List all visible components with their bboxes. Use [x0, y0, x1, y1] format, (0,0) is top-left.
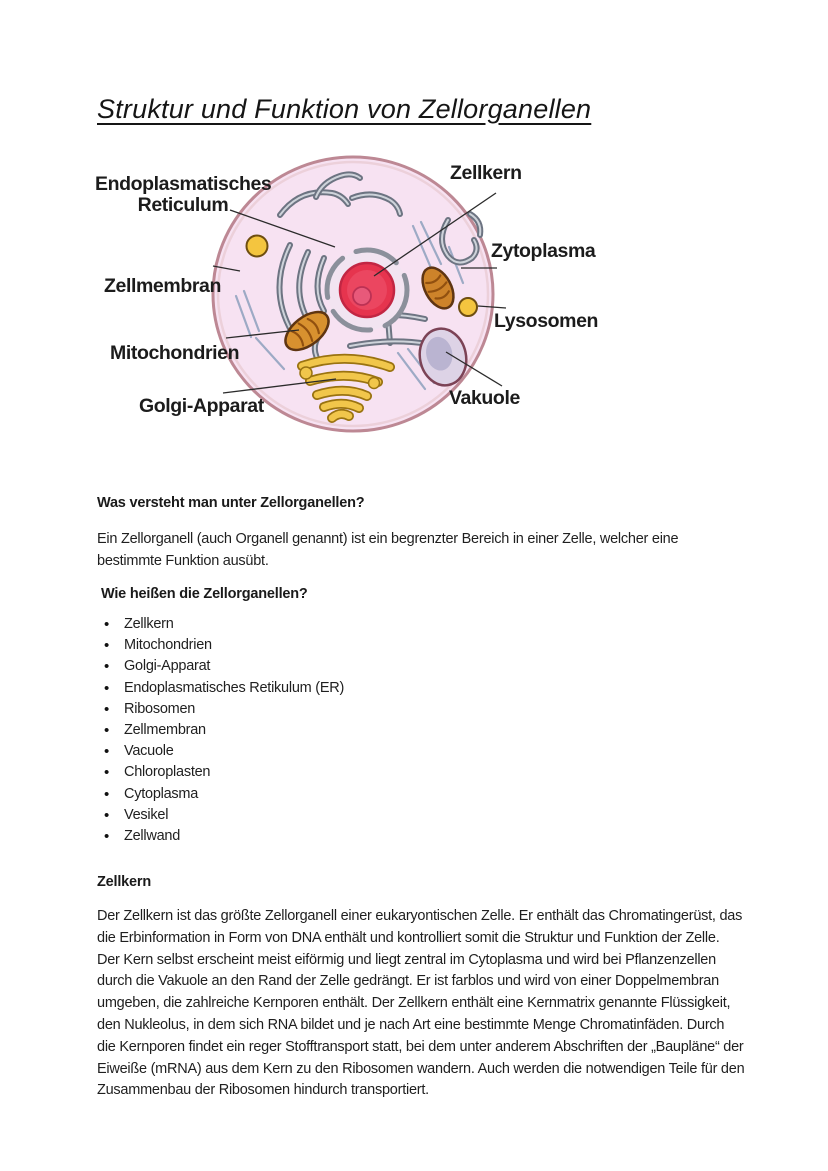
nucleolus-shape [353, 287, 371, 305]
lysosome-top-left [247, 236, 268, 257]
list-item-vesikel: • Vesikel [97, 805, 344, 826]
section-heading-names: Wie heißen die Zellorganellen? [101, 586, 308, 602]
diagram-label-golgi-apparat: Golgi-Apparat [139, 395, 264, 417]
list-item-golgi-apparat: • Golgi-Apparat [97, 656, 344, 677]
list-item-chloroplasten: • Chloroplasten [97, 762, 344, 783]
section-body-definition: Ein Zellorganell (auch Organell genannt) ist ein begrenzter Bereich in einer Zelle, welcher eine bestimmte Funktion ausübt. [97, 531, 679, 569]
section-heading-definition: Was versteht man unter Zellorganellen? [97, 495, 365, 511]
section-heading-zellkern: Zellkern [97, 874, 152, 890]
cell-diagram [85, 148, 630, 440]
diagram-label-endoplasmatisches-reticulum: Endoplasmatisches Reticulum [95, 173, 272, 217]
diagram-label-lysosomen: Lysosomen [494, 310, 599, 332]
list-item-cytoplasma: • Cytoplasma [97, 784, 344, 805]
diagram-label-zytoplasma: Zytoplasma [491, 240, 596, 262]
organelle-list [97, 614, 344, 847]
list-item-zellkern: • Zellkern [97, 614, 344, 635]
diagram-label-mitochondrien: Mitochondrien [110, 342, 240, 364]
diagram-label-zellkern: Zellkern [450, 162, 522, 184]
list-item-zellmembran: • Zellmembran [97, 720, 344, 741]
list-item-zellwand: • Zellwand [97, 826, 344, 847]
section-body-zellkern: Der Zellkern ist das größte Zellorganell einer eukaryontischen Zelle. Er enthält das Chromatingerüst, das die Erbinformation in Form von DNA enthält und kontrolliert somit die Struktur und Funktion der Zelle. Der Kern selbst erscheint meist eiförmig und liegt zentral im Cytoplasma und wird bei Pflanzenzellen durch die Vakuole an den Rand der Zelle gedrängt. Er ist farblos und wird von einer Doppelmembran umgeben, die zahlreiche Kernporen enthält. Der Zellkern enthält eine Kernmatrix genannte Flüssigkeit, den Nukleolus, in dem sich RNA bildet und je nach Art eine bestimmte Menge Chromatinfäden. Durch die Kernporen findet ein reger Stofftransport statt, bei dem unter anderem Abschriften der „Baupläne“ der Eiweiße (mRNA) aus dem Kern zu den Ribosomen wandern. Auch werden die notwendigen Teile für den Zusammenbau der Ribosomen hindurch transportiert. [97, 908, 745, 1099]
list-item-ribosomen: • Ribosomen [97, 699, 344, 720]
diagram-label-vakuole: Vakuole [449, 387, 520, 409]
diagram-label-zellmembran: Zellmembran [104, 275, 221, 297]
list-item-endoplasmatisches-retikulum: • Endoplasmatisches Retikulum (ER) [97, 678, 344, 699]
list-item-vacuole: • Vacuole [97, 741, 344, 762]
page-title: Struktur und Funktion von Zellorganellen [97, 94, 592, 124]
list-item-mitochondrien: • Mitochondrien [97, 635, 344, 656]
lysosome-right [459, 298, 477, 316]
